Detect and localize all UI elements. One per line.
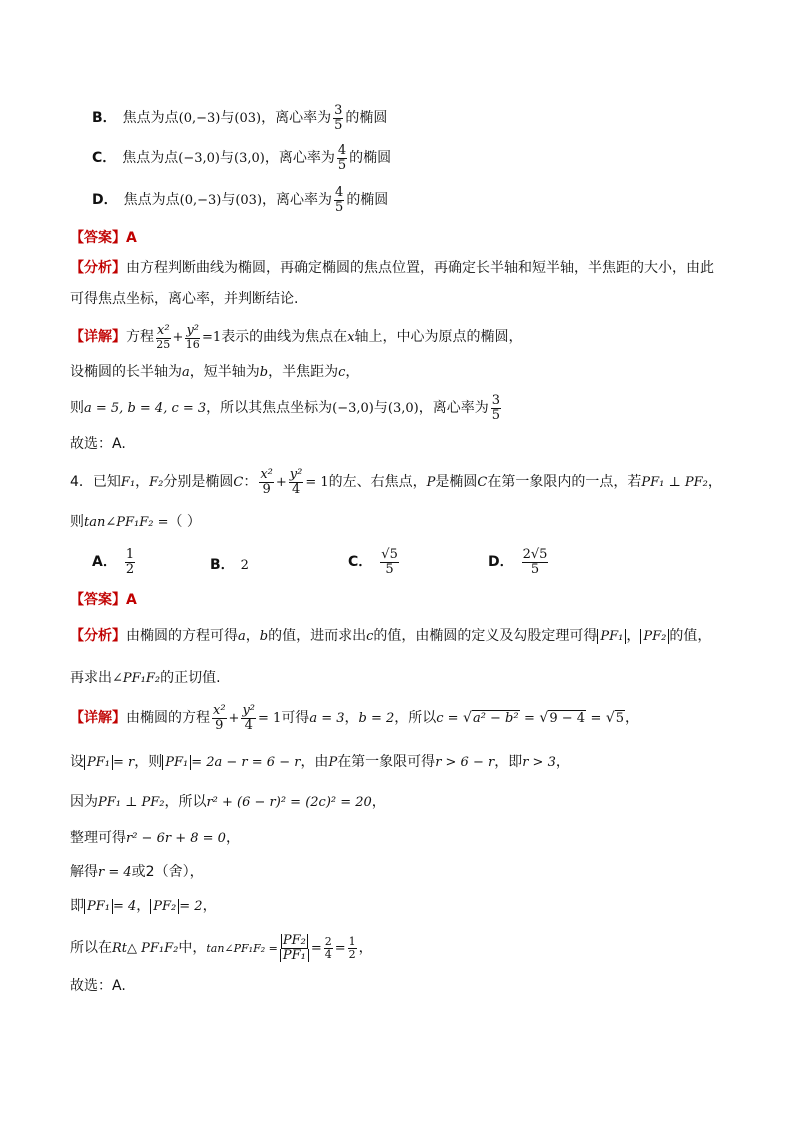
denominator: 5	[530, 561, 540, 577]
answer-value: A	[126, 230, 137, 246]
math-abs: PF₂	[640, 629, 669, 644]
denominator: 5	[335, 199, 344, 215]
question-text: 则	[70, 514, 84, 530]
math-point: (3,0)	[234, 151, 265, 167]
q3-choose	[70, 434, 126, 455]
math-point: (03)	[235, 193, 263, 209]
fraction	[348, 936, 357, 960]
question-text: ，	[135, 474, 150, 491]
denominator: 5	[385, 561, 394, 577]
question-text: 分别是椭圆	[163, 474, 234, 491]
math-operator: =	[334, 941, 346, 957]
detail-tag: 【详解】	[70, 329, 126, 346]
q4-detail-3	[70, 792, 386, 813]
fraction	[491, 394, 501, 422]
denominator: 4	[244, 717, 253, 733]
math-variable: a	[238, 629, 246, 644]
math-point: (−3,0)	[178, 151, 220, 167]
option-d-label: D．	[488, 554, 514, 571]
question-text: 的左、右焦点，	[328, 474, 427, 491]
question-text: 在第一象限内的一点，若	[487, 474, 642, 491]
math-expression: = 4	[112, 899, 137, 914]
math-expression: ∠PF₁F₂	[112, 671, 161, 686]
detail-text: 由椭圆的方程	[126, 710, 210, 727]
math-expression: a = 3	[309, 711, 345, 727]
math-expression: a = 5, b = 4, c = 3	[84, 401, 207, 417]
detail-text: ，所以	[394, 710, 437, 727]
numerator: √5	[381, 547, 398, 562]
math-sqrt: 5	[615, 711, 625, 727]
option-c	[92, 144, 391, 172]
option-text: 焦点为点	[122, 150, 179, 167]
answer-tag: 【答案】	[70, 592, 126, 608]
detail-text: 则	[70, 400, 84, 417]
option-b-label: B．	[210, 557, 235, 573]
numerator: 2√5	[522, 547, 548, 562]
question-text: ：	[243, 474, 258, 491]
math-abs: PF₁	[84, 755, 113, 770]
detail-text: 或2（舍），	[131, 864, 204, 880]
detail-text: 设椭圆的长半轴为	[70, 364, 182, 380]
detail-text: ，离心率为	[418, 400, 489, 417]
math-expression: = 2	[179, 899, 203, 914]
math-operator: +	[228, 711, 240, 727]
fraction	[522, 548, 549, 576]
detail-text: ，	[555, 754, 570, 770]
option-c-label: C．	[348, 554, 373, 571]
math-abs: PF₁	[84, 899, 113, 914]
detail-text: ，	[371, 794, 386, 810]
math-expression: r > 6 − r	[435, 755, 495, 770]
option-b	[210, 555, 249, 576]
answer-value: A	[126, 592, 137, 608]
detail-text: 轴上，中心为原点的椭圆，	[354, 329, 523, 346]
question-text: 4．已知	[70, 474, 121, 491]
option-c	[348, 548, 401, 576]
math-abs: PF₁	[162, 755, 191, 770]
option-a	[92, 548, 137, 576]
math-point: (0,−3)	[178, 111, 221, 127]
math-variable: b	[259, 629, 269, 644]
math-operator: =	[524, 711, 535, 727]
q3-analysis	[70, 258, 714, 279]
math-expression: PF₁ ⊥ PF₂	[98, 795, 165, 810]
denominator: 4	[291, 481, 301, 497]
question-text: （ ）	[168, 514, 201, 530]
q4-stem-1	[70, 468, 722, 496]
option-text: 的椭圆	[345, 110, 388, 127]
fraction	[185, 324, 200, 350]
option-b-label: B．	[92, 110, 117, 127]
detail-text: 方程	[126, 329, 154, 346]
numerator: y²	[289, 467, 303, 482]
math-point: (0,−3)	[179, 193, 222, 209]
question-text: 是椭圆	[435, 474, 478, 491]
denominator: 5	[337, 157, 347, 173]
fraction	[125, 548, 135, 576]
math-expression: Rt△ PF₁F₂	[112, 941, 179, 957]
detail-text: 因为	[70, 794, 98, 810]
detail-text: 所以在	[70, 940, 112, 957]
q4-options	[92, 548, 692, 582]
q4-analysis	[70, 626, 711, 647]
numerator: 3	[334, 103, 343, 118]
math-expression: r² − 6r + 8 = 0	[126, 831, 226, 846]
math-expression: tan∠PF₁F₂ =	[206, 942, 278, 956]
option-d-label: D．	[92, 192, 118, 209]
detail-text: ，	[358, 940, 373, 957]
option-text: 与	[220, 110, 235, 127]
math-variable: x	[347, 330, 355, 346]
math-abs: PF₂	[150, 899, 179, 914]
fraction	[280, 934, 309, 962]
detail-text: ，	[345, 364, 360, 380]
option-text: 与	[221, 192, 236, 209]
option-text: 与	[220, 150, 234, 167]
math-operator: =	[310, 941, 322, 957]
analysis-text: 的值，进而求出	[268, 628, 367, 644]
fraction	[333, 104, 343, 132]
math-variable: F₂	[149, 475, 164, 491]
denominator: 2	[125, 561, 135, 577]
math-operator: =	[590, 711, 602, 727]
analysis-text: 再求出	[70, 670, 112, 686]
option-d	[488, 548, 550, 576]
detail-text: ，所以其焦点坐标为	[206, 400, 333, 417]
q4-detail-5	[70, 862, 204, 883]
q4-answer	[70, 590, 137, 611]
q4-detail-4	[70, 828, 240, 849]
detail-text: ，则	[134, 754, 163, 770]
denominator: 5	[334, 117, 343, 133]
numerator: 3	[491, 393, 500, 408]
detail-text: 设	[70, 754, 84, 770]
detail-text: 可得	[281, 710, 310, 727]
option-text: ，离心率为	[262, 192, 333, 209]
option-text: 的椭圆	[346, 192, 389, 209]
detail-tag: 【详解】	[70, 710, 126, 727]
math-variable: P	[426, 475, 436, 491]
detail-text: 整理可得	[70, 830, 126, 846]
detail-text: ，半焦距为	[268, 364, 339, 380]
q4-detail-2	[70, 752, 570, 773]
fraction	[324, 936, 333, 960]
math-expression: tan∠PF₁F₂ =	[84, 515, 169, 530]
denominator: 25	[156, 337, 171, 351]
math-expression: = 1	[305, 475, 329, 491]
q4-stem-2	[70, 512, 201, 533]
q4-analysis-cont	[70, 668, 221, 689]
q3-detail-3	[70, 394, 503, 422]
math-expression: = 2a − r = 6 − r	[191, 755, 301, 770]
q4-detail-6	[70, 896, 217, 917]
detail-text: ，即	[494, 754, 523, 770]
detail-text: ，	[202, 898, 217, 914]
math-variable: b	[259, 365, 269, 380]
answer-tag: 【答案】	[70, 230, 126, 246]
math-expression: b = 2	[358, 711, 395, 727]
math-sqrt: a² − b²	[472, 711, 519, 727]
detail-text: 即	[70, 898, 84, 914]
math-expression: r = 4	[98, 865, 132, 880]
choose-text: 故选：A.	[70, 436, 126, 452]
detail-text: ，	[225, 830, 240, 846]
denominator: 9	[215, 717, 224, 733]
numerator: 1	[348, 935, 356, 949]
math-variable: C	[233, 475, 244, 491]
analysis-tag: 【分析】	[70, 628, 126, 644]
analysis-text: ，	[626, 628, 641, 644]
math-operator: +	[275, 475, 287, 491]
numerator: 4	[337, 143, 347, 158]
detail-text: 中，	[178, 940, 207, 957]
analysis-text: 可得焦点坐标，离心率，并判断结论.	[70, 291, 299, 307]
math-point: (03)	[234, 111, 262, 127]
option-text: 焦点为点	[123, 192, 180, 209]
detail-text: ，所以	[164, 794, 207, 810]
fraction	[380, 548, 399, 576]
option-text: 焦点为点	[122, 110, 179, 127]
option-text: ，离心率为	[264, 150, 335, 167]
numerator: 2	[324, 935, 332, 949]
option-value: 2	[240, 558, 249, 573]
fraction	[241, 704, 256, 732]
numerator: 1	[125, 547, 135, 562]
detail-text: 解得	[70, 864, 98, 880]
detail-text: 与	[373, 400, 388, 417]
math-operator: +	[172, 330, 184, 346]
analysis-text: 的值，由椭圆的定义及勾股定理可得	[373, 628, 598, 644]
denominator: 5	[491, 407, 500, 423]
math-point: (−3,0)	[332, 401, 374, 417]
detail-text: ，	[625, 710, 640, 727]
numerator: x²	[157, 323, 170, 338]
question-text: ，	[707, 474, 722, 491]
q4-detail-7	[70, 934, 373, 962]
math-expression: PF₁ ⊥ PF₂	[641, 475, 708, 491]
math-expression: c =	[436, 711, 459, 727]
fraction	[337, 144, 347, 172]
q3-detail-1	[70, 324, 523, 350]
math-expression: r > 3	[522, 755, 556, 770]
math-expression: =1	[202, 330, 222, 346]
numerator: 4	[335, 185, 344, 200]
detail-text: ，短半轴为	[189, 364, 260, 380]
denominator: 4	[324, 947, 332, 961]
numerator: y²	[242, 703, 256, 718]
choose-text: 故选：A.	[70, 978, 126, 994]
analysis-text: 由椭圆的方程可得	[126, 628, 238, 644]
fraction	[259, 468, 274, 496]
q3-answer	[70, 228, 137, 249]
detail-text: ，由	[300, 754, 329, 770]
analysis-text: 的值，	[669, 628, 712, 644]
math-variable: c	[338, 365, 346, 380]
math-expression: r² + (6 − r)² = (2c)² = 20	[206, 795, 372, 810]
math-variable: P	[328, 755, 338, 770]
denominator: PF₁	[280, 949, 309, 963]
numerator: x²	[260, 467, 273, 482]
option-text: ，离心率为	[261, 110, 332, 127]
analysis-text: 由方程判断曲线为椭圆，再确定椭圆的焦点位置，再确定长半轴和短半轴，半焦距的大小，由此	[126, 260, 714, 276]
analysis-text: 的正切值.	[160, 670, 221, 686]
math-abs: PF₁	[597, 629, 626, 644]
q3-detail-2	[70, 362, 359, 383]
math-sqrt: 9 − 4	[549, 711, 586, 727]
denominator: 9	[262, 481, 271, 497]
math-point: (3,0)	[387, 401, 419, 417]
fraction	[212, 704, 227, 732]
numerator: PF₂	[282, 933, 306, 948]
q3-analysis-cont	[70, 289, 298, 310]
fraction	[289, 468, 304, 496]
math-variable: a	[182, 365, 190, 380]
denominator: 2	[348, 947, 356, 961]
option-text: 的椭圆	[349, 150, 392, 167]
option-c-label: C．	[92, 150, 117, 167]
detail-text: 在第一象限可得	[337, 754, 436, 770]
option-b	[92, 104, 387, 132]
math-expression: = r	[112, 755, 135, 770]
denominator: 16	[185, 337, 200, 351]
math-variable: F₁	[120, 475, 136, 491]
math-expression: = 1	[258, 711, 282, 727]
fraction	[156, 324, 171, 350]
detail-text: ，	[344, 710, 359, 727]
analysis-tag: 【分析】	[70, 260, 126, 276]
fraction	[334, 186, 344, 214]
math-variable: C	[477, 475, 488, 491]
option-d	[92, 186, 388, 214]
q4-detail-1: 【详解】由椭圆的方程 $\frac{\text{x²}}{9}$ + $\frac{\text{y²}}{4}$ = 1可得a = 3，b = 2，所以c = √a² − b² = √9 − 4 = √5，	[70, 703, 640, 733]
q4-choose	[70, 976, 126, 997]
numerator: y²	[186, 323, 200, 338]
math-variable: c	[366, 629, 374, 644]
detail-text: ，	[136, 898, 151, 914]
numerator: x²	[213, 703, 226, 718]
option-a-label: A．	[92, 554, 117, 571]
detail-text: 表示的曲线为焦点在	[221, 329, 348, 346]
analysis-text: ，	[245, 628, 260, 644]
